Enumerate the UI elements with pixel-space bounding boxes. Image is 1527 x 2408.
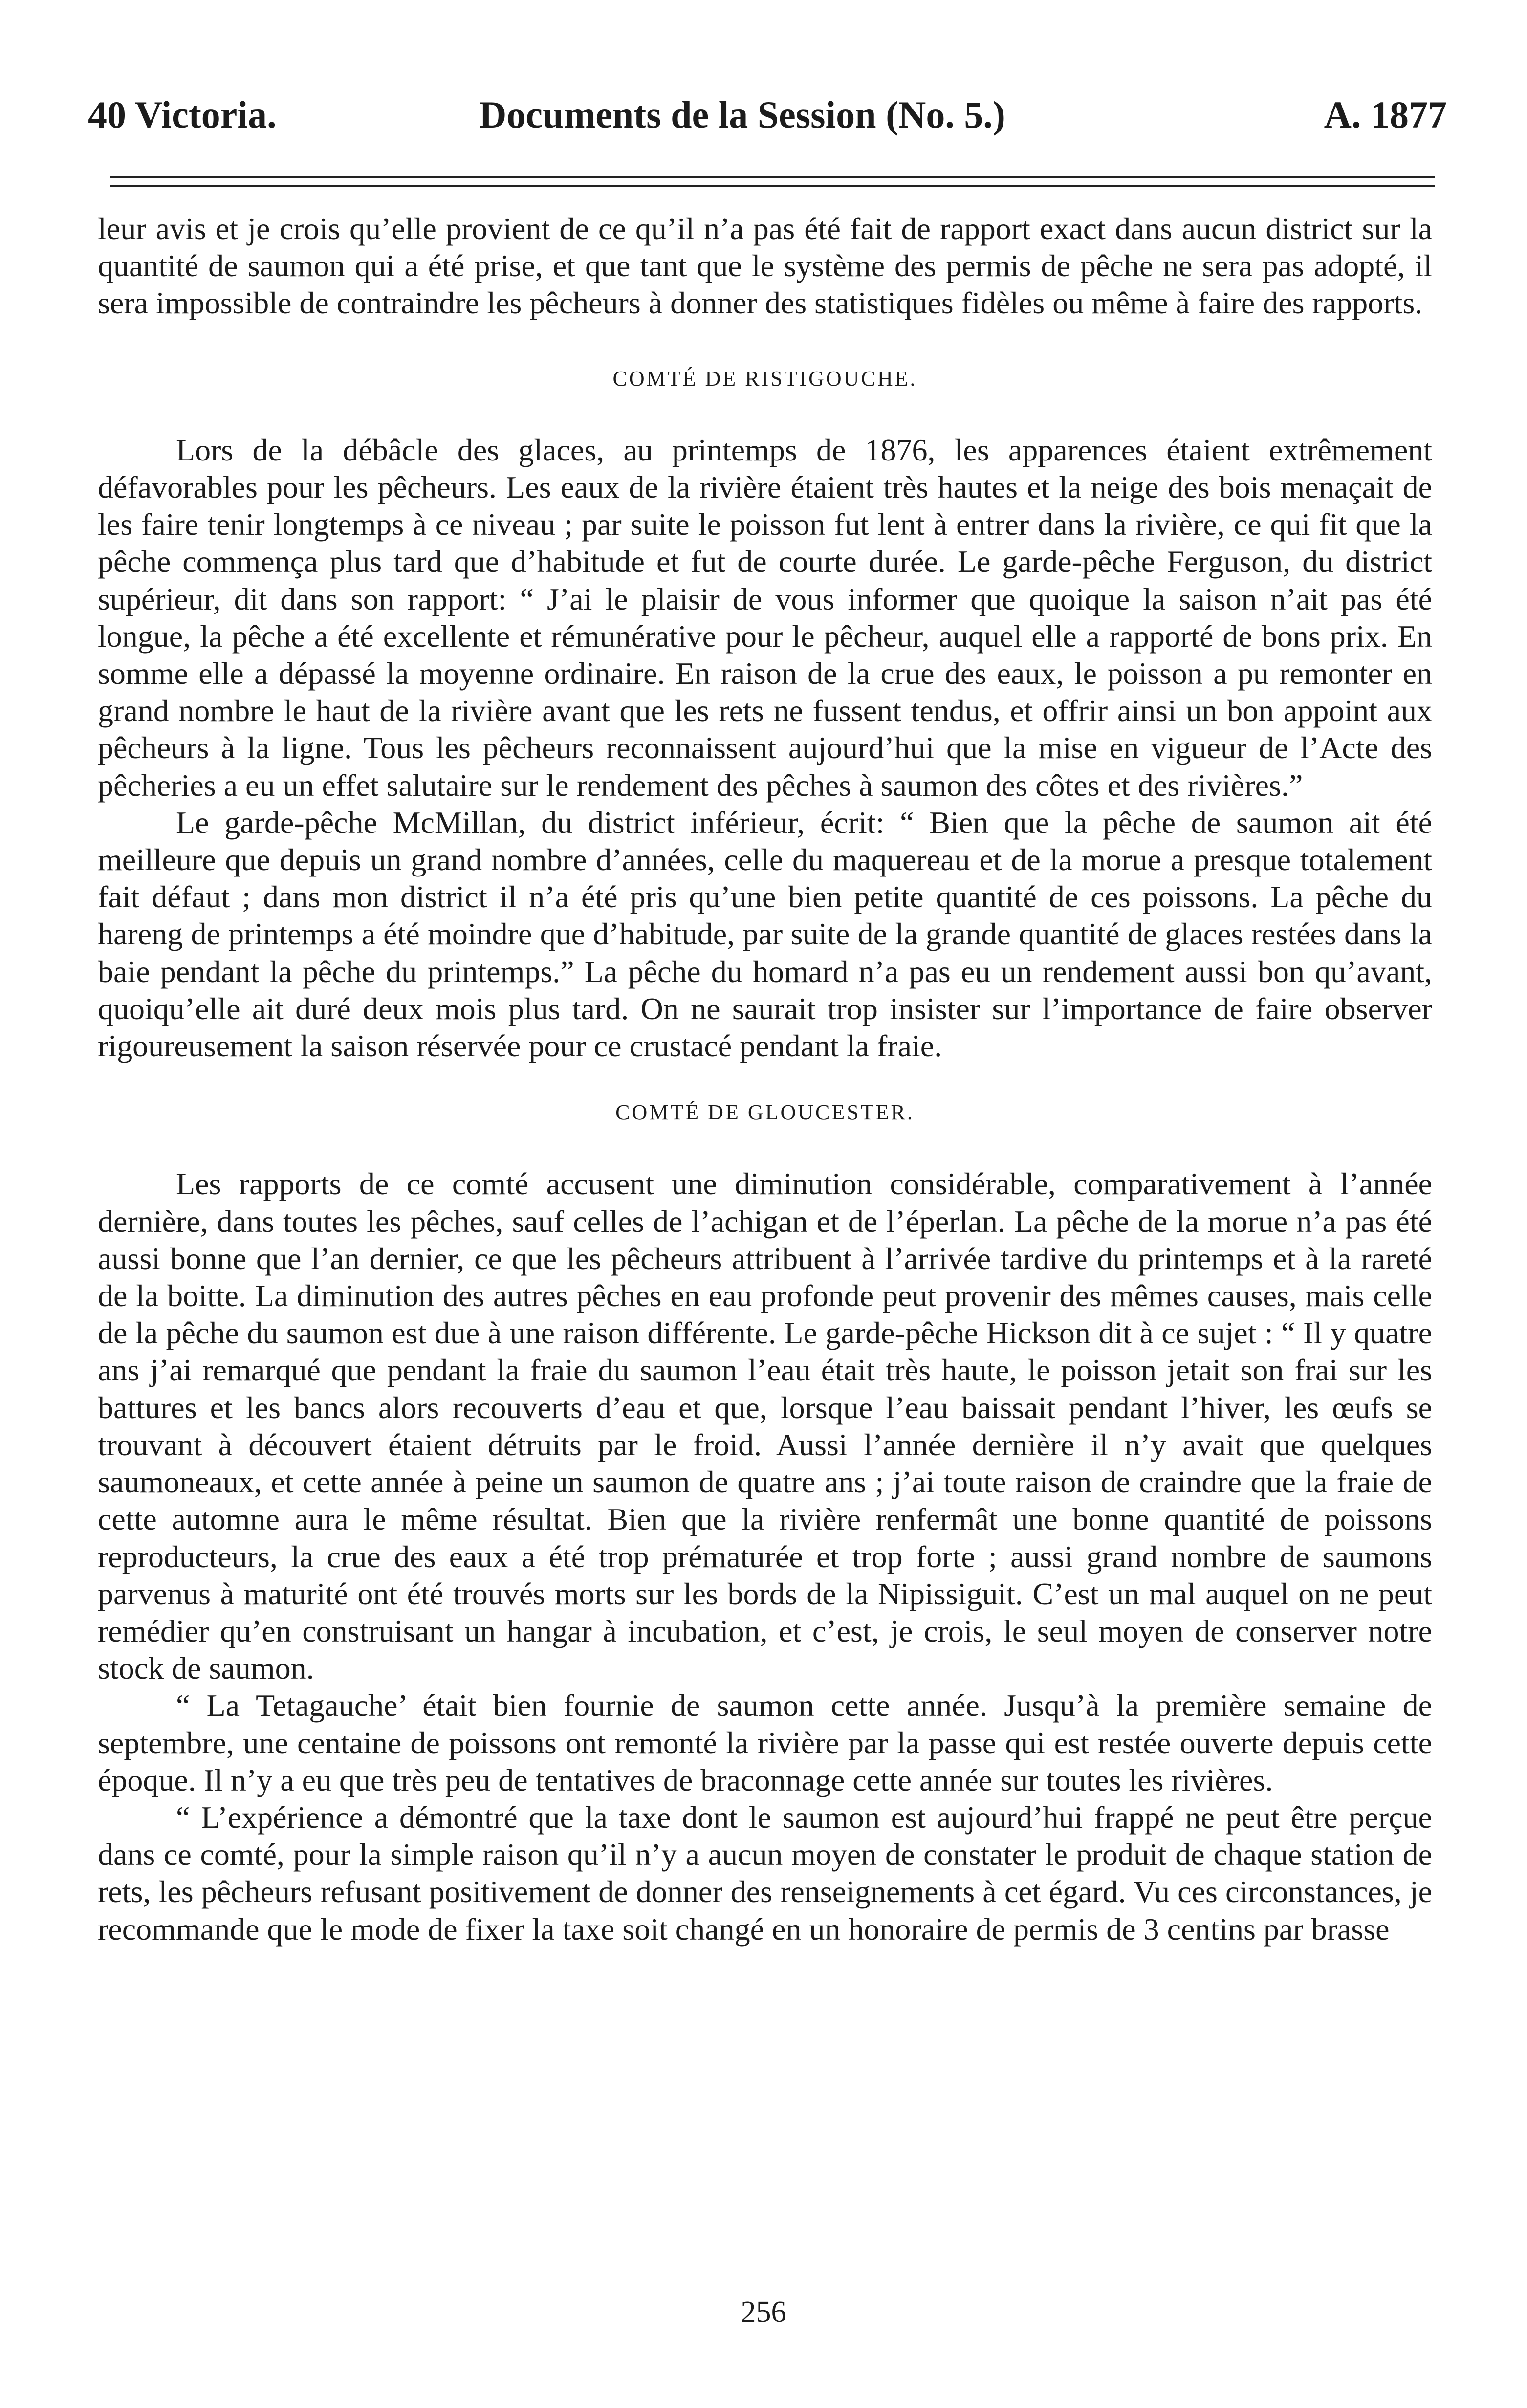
paragraph-continued: leur avis et je crois qu’elle provient de ce qu’il n’a pas été fait de rapport exact dans aucun district sur la quantité de saumon qui a été prise, et que tant que le système des permis de pêche ne sera pas adopté, il sera impossible de contraindre les pêcheurs à donner des statistiques fidèles ou même à faire des rapports.: [98, 211, 1432, 321]
running-header: [88, 93, 1447, 147]
header-volume: 40 Victoria.: [88, 93, 277, 136]
paragraph-ristigouche-2: Le garde-pêche McMillan, du district inférieur, écrit: “ Bien que la pêche de saumon ait été meilleure que depuis un grand nombre d’années, celle du maquereau et de la morue a presque totalement fait défaut ; dans mon district il n’a été pris qu’une bien petite quantité de ces poissons. La pêche du hareng de printemps a été moindre que d’habitude, par suite de la grande quantité de glaces restées dans la baie pendant la pêche du printemps.” La pêche du homard n’a pas eu un rendement aussi bon qu’avant, quoiqu’elle ait duré deux mois plus tard. On ne saurait trop insister sur l’importance de faire observer rigoureusement la saison réservée pour ce crustacé pendant la fraie.: [98, 805, 1432, 1064]
paragraph-gloucester-2: “ La Tetagauche’ était bien fournie de saumon cette année. Jusqu’à la première semaine de septembre, une centaine de poissons ont remonté la rivière par la passe qui est restée ouverte depuis cette époque. Il n’y a eu que très peu de tentatives de braconnage cette année sur toutes les rivières.: [98, 1688, 1432, 1797]
page-number: 256: [741, 2296, 786, 2329]
header-title: Documents de la Session (No. 5.): [479, 93, 1005, 136]
section-heading-ristigouche: COMTÉ DE RISTIGOUCHE.: [612, 366, 917, 391]
paragraph-gloucester-3: “ L’expérience a démontré que la taxe dont le saumon est aujourd’hui frappé ne peut être perçue dans ce comté, pour la simple raison qu’il n’y a aucun moyen de constater le produit de chaque station de rets, les pêcheurs refusant positivement de donner des renseignements à cet égard. Vu ces circonstances, je recommande que le mode de fixer la taxe soit changé en un honoraire de permis de 3 centins par brasse: [98, 1799, 1432, 1947]
section-heading-gloucester: COMTÉ DE GLOUCESTER.: [615, 1100, 915, 1125]
header-rule-bottom: [110, 185, 1435, 187]
paragraph-ristigouche-1: Lors de la débâcle des glaces, au printemps de 1876, les apparences étaient extrêmement défavorables pour les pêcheurs. Les eaux de la rivière étaient très hautes et la neige des bois menaçait de les faire tenir longtemps à ce niveau ; par suite le poisson fut lent à entrer dans la rivière, ce qui fit que la pêche commença plus tard que d’habitude et fut de courte durée. Le garde-pêche Ferguson, du district supérieur, dit dans son rapport: “ J’ai le plaisir de vous informer que quoique la saison n’ait pas été longue, la pêche a été excellente et rémunérative pour le pêcheur, auquel elle a rapporté de bons prix. En somme elle a dépassé la moyenne ordinaire. En raison de la crue des eaux, le poisson a pu remonter en grand nombre le haut de la rivière avant que les rets ne fussent tendus, et offrir ainsi un bon appoint aux pêcheurs à la ligne. Tous les pêcheurs reconnaissent aujourd’hui que la mise en vigueur de l’Acte des pêcheries a eu un effet salutaire sur le rendement des pêches à saumon des côtes et des rivières.”: [98, 432, 1432, 803]
page-body: [98, 210, 1432, 1948]
paragraph-gloucester-1: Les rapports de ce comté accusent une diminution considérable, comparativement à l’année dernière, dans toutes les pêches, sauf celles de l’achigan et de l’éperlan. La pêche de la morue n’a pas été aussi bonne que l’an dernier, ce que les pêcheurs attribuent à l’arrivée tardive du printemps et à la rareté de la boitte. La diminution des autres pêches en eau profonde peut provenir des mêmes causes, mais celle de la pêche du saumon est due à une raison différente. Le garde-pêche Hickson dit à ce sujet : “ Il y quatre ans j’ai remarqué que pendant la fraie du saumon l’eau était très haute, le poisson jetait son frai sur les battures et les bancs alors recouverts d’eau et que, lorsque l’eau baissait pendant l’hiver, les œufs se trouvant à découvert étaient détruits par le froid. Aussi l’année dernière il n’y avait que quelques saumoneaux, et cette année à peine un saumon de quatre ans ; j’ai toute raison de craindre que la fraie de cette automne aura le même résultat. Bien que la rivière renfermât une bonne quantité de poissons reproducteurs, la crue des eaux a été trop prématurée et trop forte ; aussi grand nombre de saumons parvenus à maturité ont été trouvés morts sur les bords de la Nipissiguit. C’est un mal auquel on ne peut remédier qu’en construisant un hangar à incubation, et c’est, je crois, le seul moyen de conserver notre stock de saumon.: [98, 1166, 1432, 1686]
header-year: A. 1877: [1324, 93, 1447, 136]
header-rule-top: [110, 176, 1435, 178]
